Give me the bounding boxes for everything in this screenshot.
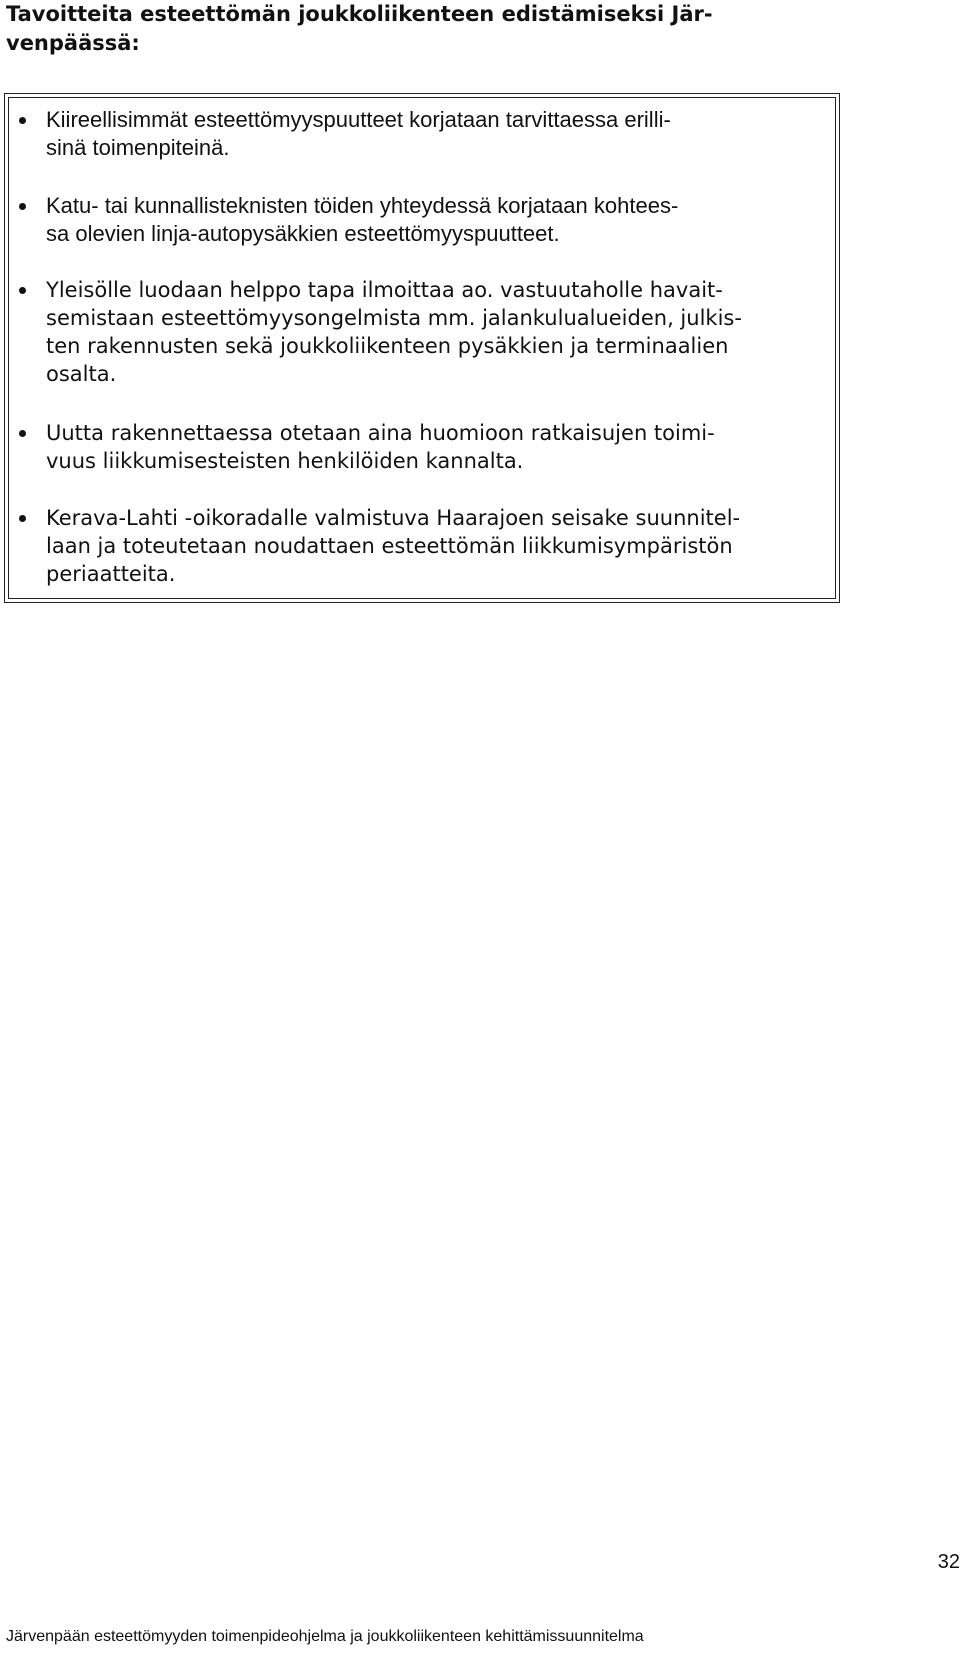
bullet-icon — [19, 287, 26, 294]
list-item-text: Uutta rakennettaessa otetaan aina huomioon ratkaisujen toimi- vuus liikkumisesteisten henkilöiden kannalta. — [46, 421, 715, 473]
list-item-text: Yleisölle luodaan helppo tapa ilmoittaa ao. vastuutaholle havait- semistaan esteettömyysongelmista mm. jalankulualueiden, julkis- ten rakennusten sekä joukkoliikenteen pysäkkien ja terminaalien osalta. — [46, 278, 742, 386]
list-item-text: Katu- tai kunnallisteknisten töiden yhteydessä korjataan kohtees- sa olevien linja-autopysäkkien esteettömyyspuutteet. — [46, 193, 679, 246]
bullet-icon — [19, 430, 26, 437]
page-number: 32 — [937, 1551, 960, 1573]
list-item-text: Kerava-Lahti -oikoradalle valmistuva Haarajoen seisake suunnitel- laan ja toteutetaan noudattaen esteettömän liikkumisympäristön periaatteita. — [46, 506, 741, 586]
bullet-icon — [19, 515, 26, 522]
list-item-text: Kiireellisimmät esteettömyyspuutteet korjataan tarvittaessa erilli- sinä toimenpiteinä. — [46, 107, 671, 160]
goals-box — [4, 93, 840, 603]
bullet-icon — [19, 203, 26, 210]
page-footer: Järvenpään esteettömyyden toimenpideohjelma ja joukkoliikenteen kehittämissuunnitelma — [6, 1628, 644, 1645]
bullet-icon — [19, 117, 26, 124]
section-heading: Tavoitteita esteettömän joukkoliikenteen edistämiseksi Jär- venpäässä: — [6, 2, 713, 55]
